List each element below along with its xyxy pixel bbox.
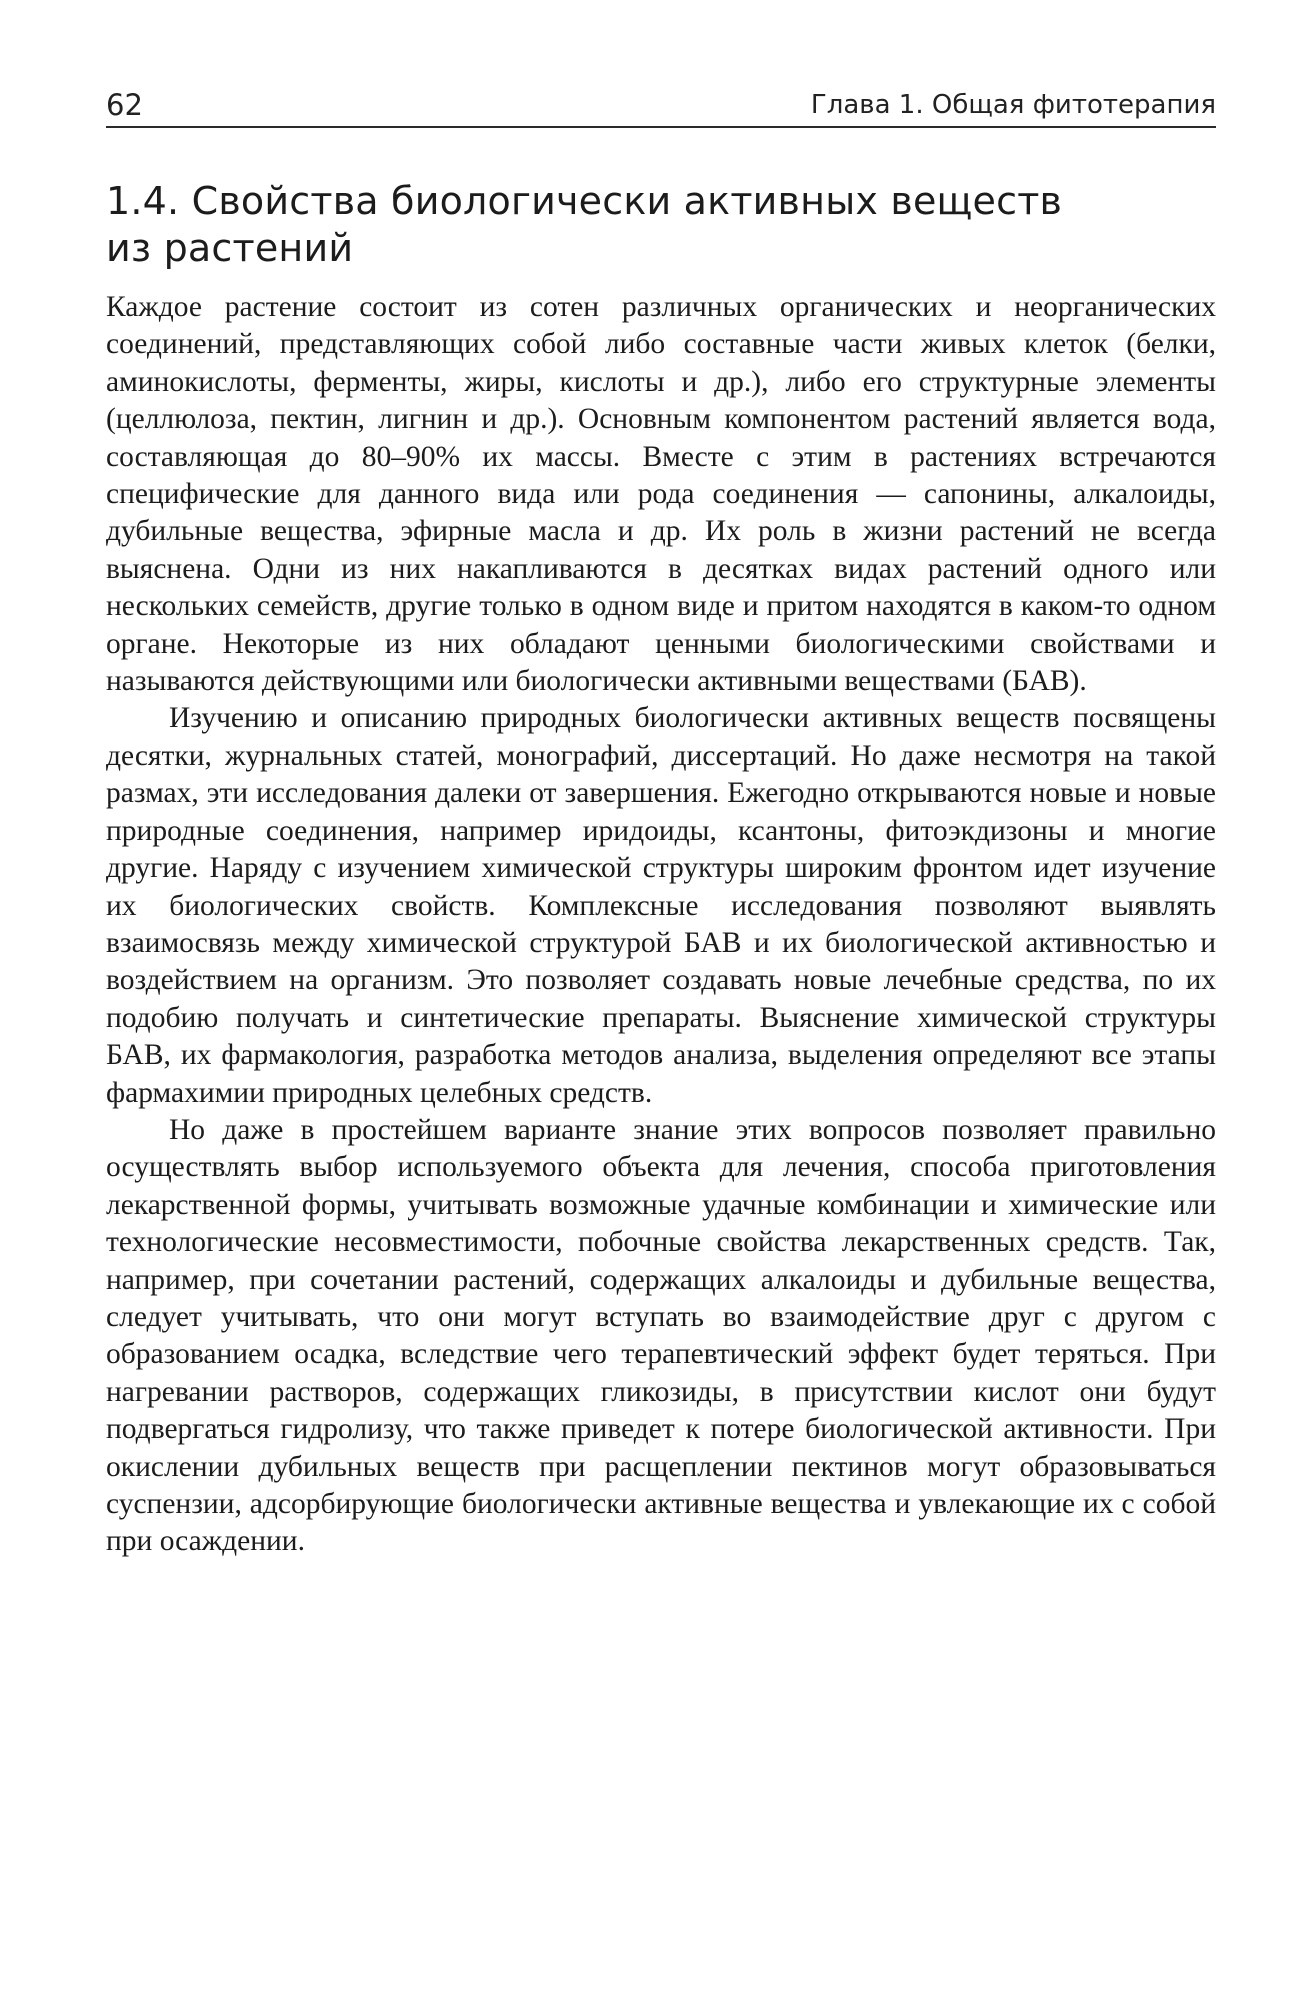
body-text [106, 289, 1216, 1561]
section-heading [106, 178, 1216, 272]
section-heading-line-2: из растений [106, 226, 354, 270]
paragraph-1: Каждое растение состоит из сотен различных органических и неорганических соединений, представляющих собой либо составные части живых клеток (белки, аминокислоты, ферменты, жиры, кислоты и др.), либо его структурные элементы (целлюлоза, пектин, лигнин и др.). Основным компонентом растений является вода, составляющая до 80–90% их массы. Вместе с этим в растениях встречаются специфические для данного вида или рода соединения — сапонины, алкалоиды, дубильные вещества, эфирные масла и др. Их роль в жизни растений не всегда выяснена. Одни из них накапливаются в десятках видах растений одного или нескольких семейств, другие только в одном виде и притом находятся в каком-то одном органе. Некоторые из них обладают ценными биологическими свойствами и называются действующими или биологически активными веществами (БАВ). [106, 291, 1216, 698]
paragraph-3: Но даже в простейшем варианте знание этих вопросов позволяет правильно осуществлять выбор используемого объекта для лечения, способа приготовления лекарственной формы, учитывать возможные удачные комбинации и химические или технологические несовместимости, побочные свойства лекарственных средств. Так, например, при сочетании растений, содержащих алкалоиды и дубильные вещества, следует учитывать, что они могут вступать во взаимодействие друг с другом с образованием осадка, вследствие чего терапевтический эффект будет теряться. При нагревании растворов, содержащих гликозиды, в присутствии кислот они будут подвергаться гидролизу, что также приведет к потере биологической активности. При окислении дубильных веществ при расщеплении пектинов могут образовываться суспензии, адсорбирующие биологически активные вещества и увлекающие их с собой при осаждении. [106, 1113, 1216, 1558]
paragraph-2: Изучению и описанию природных биологически активных веществ посвящены десятки, журнальных статей, монографий, диссертаций. Но даже несмотря на такой размах, эти исследования далеки от завершения. Ежегодно открываются новые и новые природные соединения, например иридоиды, ксантоны, фитоэкдизоны и многие другие. Наряду с изучением химической структуры широким фронтом идет изучение их биологических свойств. Комплексные исследования позволяют выявлять взаимосвязь между химической структурой БАВ и их биологической активностью и воздействием на организм. Это позволяет создавать новые лечебные средства, по их подобию получать и синтетические препараты. Выяснение химической структуры БАВ, их фармакология, разработка методов анализа, выделения определяют все этапы фармахимии природных целебных средств. [106, 702, 1216, 1109]
page-number: 62 [106, 88, 143, 122]
section-heading-line-1: 1.4. Свойства биологически активных веществ [106, 179, 1063, 223]
running-header [106, 88, 1216, 128]
chapter-title: Глава 1. Общая фитотерапия [810, 90, 1216, 120]
